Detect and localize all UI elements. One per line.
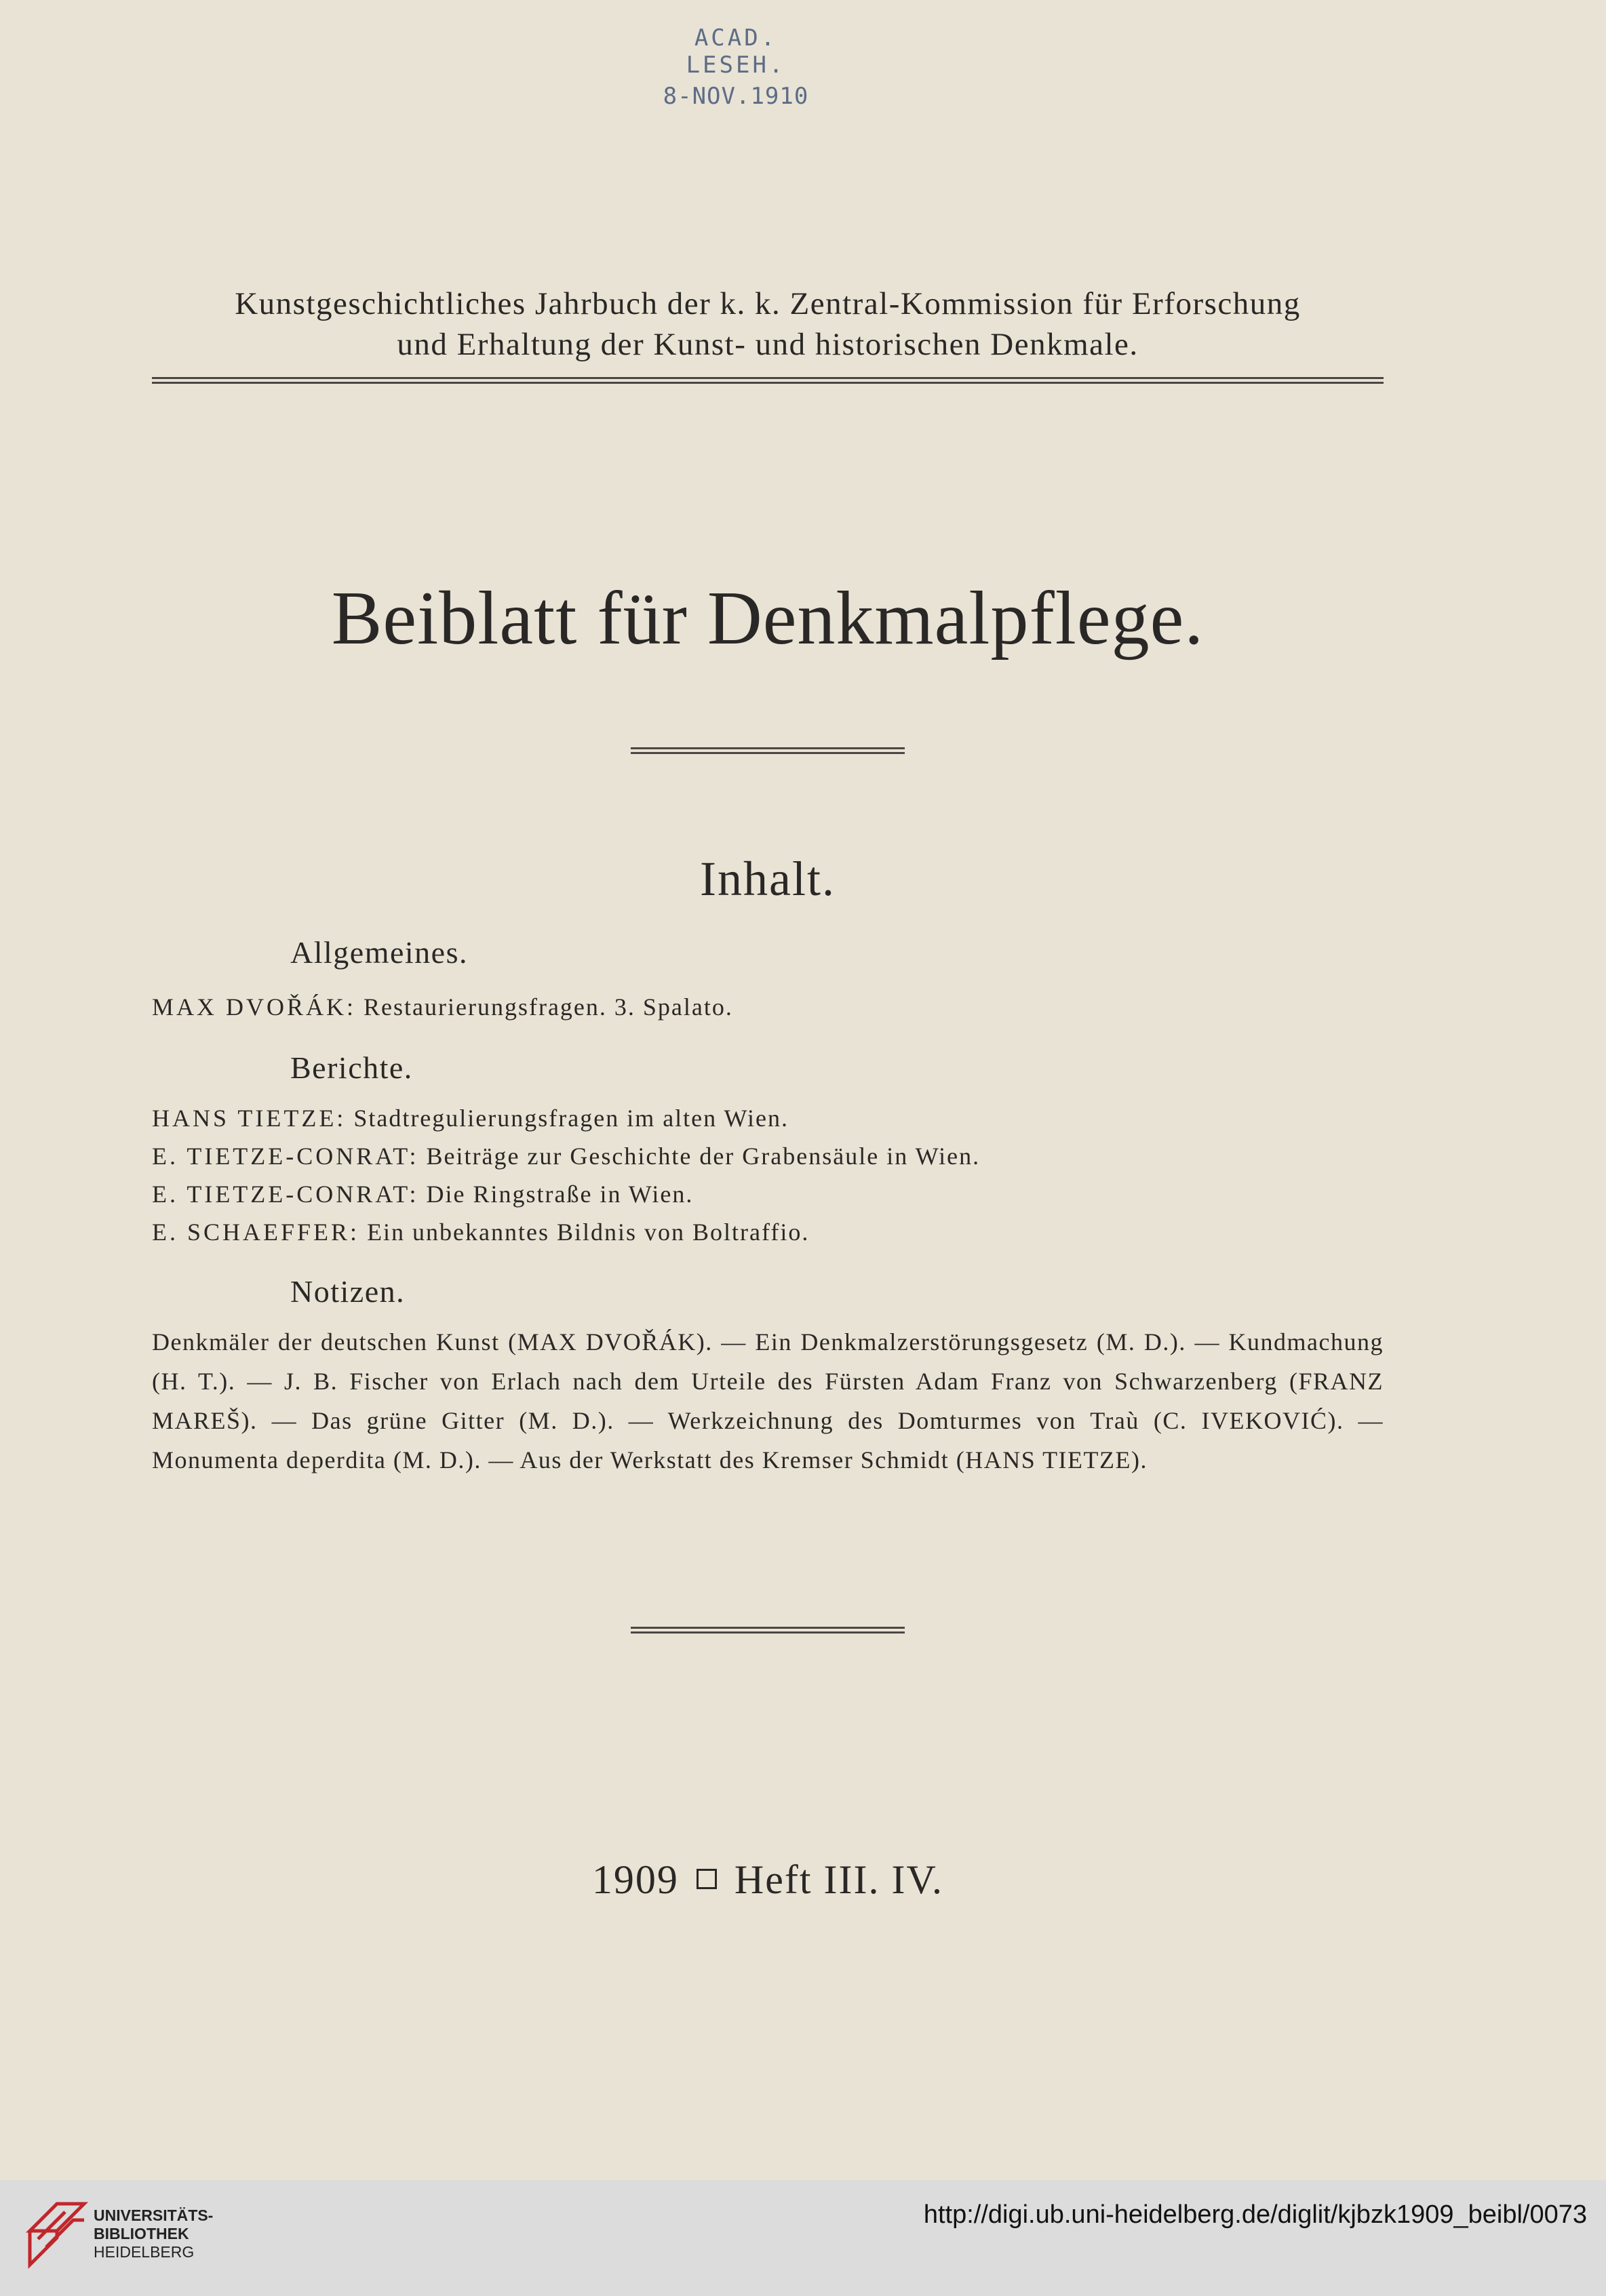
digital-copy-link[interactable]: http://digi.ub.uni-heidelberg.de/diglit/kjbzk1909_beibl/0073 [923,2200,1587,2229]
digitization-footer [0,2180,1606,2296]
page-title: Beiblatt für Denkmalpflege. [331,576,1204,660]
issue-heft: Heft III. IV. [734,1857,944,1902]
entry-title: Beiträge zur Geschichte der Grabensäule in Wien. [426,1143,981,1170]
library-name-line-2: BIBLIOTHEK [94,2225,189,2242]
contents-entry [152,1218,809,1246]
entry-title: Ein unbekanntes Bildnis von Boltraffio. [367,1219,810,1246]
notizen-paragraph: Denkmäler der deutschen Kunst (MAX DVOŘÁK). — Ein Denkmalzerstörungsgesetz (M. D.). — Kundmachung (H. T.). — J. B. Fischer von Erlach nach dem Urteile des Fürsten Adam Franz von Schwarzenberg (FRANZ MAREŠ). — Das grüne Gitter (M. D.). — Werkzeichnung des Domturmes von Traù (C. IVEKOVIĆ). — Monumenta deperdita (M. D.). — Aus der Werkstatt des Kremser Schmidt (HANS TIETZE). [152,1328,1384,1473]
header-double-rule [152,377,1384,384]
entry-author: E. TIETZE-CONRAT: [152,1143,419,1170]
library-name [94,2206,213,2261]
entry-author: E. TIETZE-CONRAT: [152,1181,419,1208]
stamp-line-1: ACAD. LESEH. [686,24,786,79]
entry-author: HANS TIETZE: [152,1105,347,1132]
entry-title: Die Ringstraße in Wien. [426,1181,694,1208]
library-stamp [651,24,821,110]
section-heading-berichte: Berichte. [290,1050,413,1085]
issue-year: 1909 [591,1857,679,1902]
journal-header-line-1: Kunstgeschichtliches Jahrbuch der k. k. Zentral-Kommission für Erforschung [235,286,1301,321]
entry-author: E. SCHAEFFER: [152,1219,360,1246]
contents-heading: Inhalt. [700,852,836,906]
contents-entry [152,1180,693,1208]
contents-entry [152,993,733,1021]
square-ornament-icon [697,1869,717,1889]
entry-author: MAX DVOŘÁK: [152,993,357,1021]
library-name-line-1: UNIVERSITÄTS- [94,2206,214,2224]
library-logo-icon [23,2190,91,2272]
journal-header-line-2: und Erhaltung der Kunst- und historischen Denkmale. [397,327,1139,362]
library-name-line-3: HEIDELBERG [94,2243,195,2261]
contents-entry [152,1142,980,1170]
journal-header [152,283,1384,365]
issue-line [152,1857,1384,1903]
entry-title: Restaurierungsfragen. 3. Spalato. [364,993,733,1021]
entry-title: Stadtregulierungsfragen im alten Wien. [353,1105,789,1132]
stamp-line-2: 8-NOV.1910 [663,83,809,110]
section-heading-notizen: Notizen. [290,1274,406,1309]
contents-entry [152,1104,789,1132]
title-divider [631,747,905,754]
contents-end-divider [631,1627,905,1634]
section-heading-allgemeines: Allgemeines. [290,935,468,970]
